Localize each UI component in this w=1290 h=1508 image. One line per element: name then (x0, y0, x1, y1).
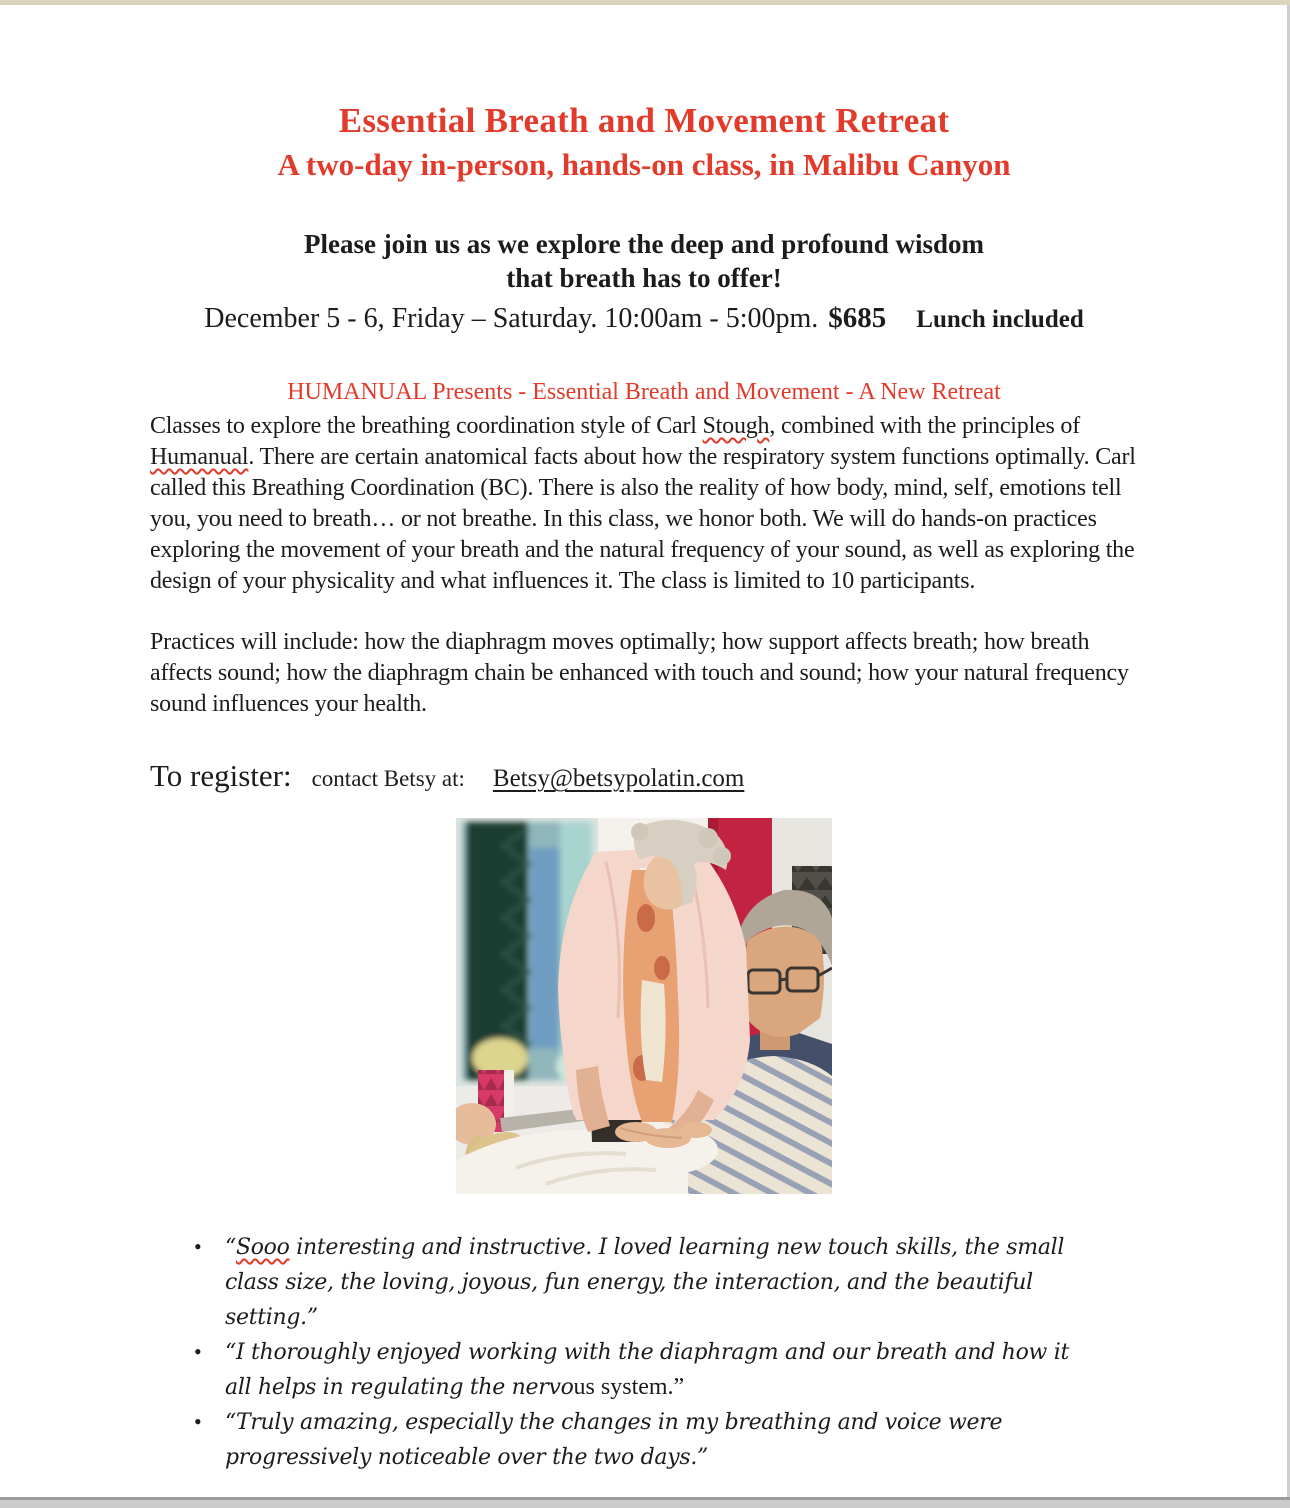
quote1-open: “ (225, 1235, 236, 1260)
lunch-included: Lunch included (916, 306, 1084, 333)
quote1-rest: interesting and instructive. I loved learning new touch skills, the small class size, the loving, joyous, fun energy, the interaction, and the beautiful setting.” (225, 1235, 1065, 1330)
flyer-content (0, 99, 1290, 1475)
para1-part2: , combined with the principles of (769, 413, 1081, 439)
register-email-link[interactable]: Betsy@betsypolatin.com (492, 765, 745, 792)
quote2-plain-part: us system.” (573, 1374, 685, 1400)
page-subtitle: A two-day in-person, hands-on class, in Malibu Canyon (277, 147, 1011, 182)
horizontal-scrollbar-track[interactable] (0, 1497, 1290, 1508)
intro-lines (150, 227, 1138, 295)
para1-part3: . There are certain anatomical facts about how the respiratory system functions optimally. Carl called this Breathing Coordination (BC). There is also the reality of how body, mind, self, emotions tell you, you need to breath… or not breathe. In this class, we honor both. We will do hands-on practices exploring the movement of your breath and the natural frequency of your sound, as well as exploring the design of your physicality and what influences it. The class is limited to 10 participants. (150, 444, 1136, 594)
about-paragraph-1 (150, 411, 1138, 597)
intro-line-2: that breath has to offer! (506, 263, 782, 293)
misspelled-word-stough: Stough (702, 413, 770, 439)
section-heading: HUMANUAL Presents - Essential Breath and Movement - A New Retreat (287, 379, 1001, 405)
misspelled-word-sooo: Sooo (235, 1235, 290, 1260)
retreat-photo (456, 818, 832, 1194)
page-title: Essential Breath and Movement Retreat (338, 101, 950, 140)
intro-line-1: Please join us as we explore the deep and profound wisdom (303, 229, 985, 259)
register-line (150, 758, 1138, 794)
testimonial-quote-1 (150, 1230, 1090, 1335)
misspelled-word-humanual: Humanual (150, 444, 249, 470)
testimonial-list (150, 1230, 1090, 1475)
about-paragraph-2: Practices will include: how the diaphragm moves optimally; how support affects breath; how breath affects sound; how the diaphragm chain be enhanced with touch and sound; how your natural frequency sound influences your health. (150, 629, 1129, 717)
quote2-script-part: “I thoroughly enjoyed working with the diaphragm and our breath and how it all helps in regulating the nervo (225, 1340, 1070, 1400)
testimonial-quote-3 (150, 1405, 1090, 1475)
schedule-line (150, 299, 1138, 339)
register-contact-text: contact Betsy at: (311, 766, 465, 791)
page-top-border (0, 0, 1290, 5)
register-label: To register: (150, 758, 292, 793)
para1-part1: Classes to explore the breathing coordination style of Carl (150, 413, 703, 439)
quote3-text: “Truly amazing, especially the changes in my breathing and voice were progressively noticeable over the two days.” (225, 1410, 1003, 1470)
price: $685 (828, 302, 887, 334)
testimonial-quote-2 (150, 1335, 1090, 1405)
retreat-photo-illustration (456, 818, 832, 1194)
schedule-text: December 5 - 6, Friday – Saturday. 10:00am - 5:00pm. (204, 303, 819, 334)
